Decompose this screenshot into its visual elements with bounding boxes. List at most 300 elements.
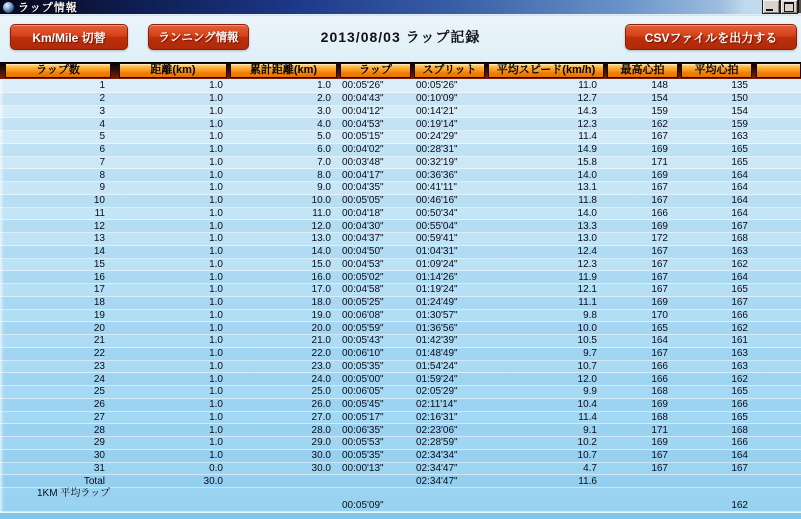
table-cell: 00:05'25" bbox=[342, 297, 384, 309]
table-cell: 11.8 bbox=[578, 195, 597, 207]
table-cell: 1.0 bbox=[209, 411, 223, 423]
table-row bbox=[0, 450, 801, 463]
table-cell: 29.0 bbox=[311, 437, 331, 449]
table-cell: 00:55'04" bbox=[416, 220, 458, 232]
table-cell: 1.0 bbox=[317, 80, 331, 92]
table-cell: 1.0 bbox=[209, 233, 223, 245]
table-cell: 7.0 bbox=[317, 156, 331, 168]
table-cell: 00:05'02" bbox=[342, 271, 384, 283]
table-row bbox=[0, 93, 801, 106]
table-cell: 10.4 bbox=[577, 399, 597, 411]
table-cell: 0.0 bbox=[209, 462, 223, 474]
table-cell: 00:46'16" bbox=[416, 195, 458, 207]
table-row bbox=[0, 373, 801, 386]
table-row bbox=[0, 169, 801, 182]
table-cell: 17 bbox=[93, 284, 105, 296]
table-cell: 6 bbox=[99, 144, 105, 156]
table-body bbox=[0, 80, 801, 512]
table-cell: 12.3 bbox=[577, 258, 597, 270]
table-cell: 17.0 bbox=[311, 284, 331, 296]
table-cell: 162 bbox=[731, 373, 748, 385]
column-header: 累計距離(km) bbox=[230, 63, 337, 78]
table-row bbox=[0, 310, 801, 323]
table-cell: 19.0 bbox=[311, 309, 331, 321]
table-cell: 168 bbox=[651, 386, 668, 398]
table-cell: 163 bbox=[731, 360, 748, 372]
titlebar-divider bbox=[0, 14, 801, 16]
table-cell: 12.4 bbox=[577, 246, 597, 258]
table-cell: 164 bbox=[731, 207, 748, 219]
table-cell: 13.0 bbox=[311, 233, 331, 245]
table-cell: 00:05'35" bbox=[342, 450, 384, 462]
table-cell: 02:28'59" bbox=[416, 437, 458, 449]
table-cell: 10.2 bbox=[577, 437, 597, 449]
table-row bbox=[0, 437, 801, 450]
table-cell: 1.0 bbox=[209, 169, 223, 181]
table-cell: 01:04'31" bbox=[416, 246, 458, 258]
table-cell: 165 bbox=[731, 386, 748, 398]
table-cell: 00:05'05" bbox=[342, 195, 384, 207]
table-cell: 30.0 bbox=[311, 462, 331, 474]
table-row bbox=[0, 399, 801, 412]
table-cell: 6.0 bbox=[317, 144, 331, 156]
table-cell: 170 bbox=[651, 309, 668, 321]
table-cell: 00:04'12" bbox=[342, 105, 384, 117]
table-cell: 11.0 bbox=[312, 207, 331, 219]
table-row bbox=[0, 106, 801, 119]
table-cell: 11.4 bbox=[578, 411, 597, 423]
table-cell: 14 bbox=[93, 246, 105, 258]
table-cell: 00:05'59" bbox=[342, 322, 384, 334]
table-cell: 1KM 平均ラップ bbox=[37, 488, 111, 499]
table-cell: 166 bbox=[731, 309, 748, 321]
table-cell: 16.0 bbox=[311, 271, 331, 283]
table-row bbox=[0, 348, 801, 361]
table-cell: 23.0 bbox=[311, 360, 331, 372]
table-cell: 24 bbox=[93, 373, 105, 385]
table-cell: 00:00'13" bbox=[342, 462, 384, 474]
table-cell: 13 bbox=[93, 233, 105, 245]
table-cell: 165 bbox=[731, 156, 748, 168]
table-row bbox=[0, 131, 801, 144]
table-cell: 00:05'45" bbox=[342, 399, 384, 411]
table-cell: 00:04'50" bbox=[342, 246, 384, 258]
table-cell: 00:04'17" bbox=[342, 169, 384, 181]
table-cell: 24.0 bbox=[311, 373, 331, 385]
table-cell: 1.0 bbox=[209, 309, 223, 321]
table-cell: 25 bbox=[93, 386, 105, 398]
table-row bbox=[0, 208, 801, 221]
table-cell: 165 bbox=[651, 322, 668, 334]
table-cell: 1.0 bbox=[209, 195, 223, 207]
table-cell: 1.0 bbox=[209, 437, 223, 449]
window-title: ラップ情報 bbox=[18, 2, 78, 14]
table-cell: 00:04'35" bbox=[342, 182, 384, 194]
table-cell: 163 bbox=[731, 348, 748, 360]
table-cell: 169 bbox=[651, 144, 668, 156]
table-cell: 167 bbox=[651, 182, 668, 194]
table-cell: 166 bbox=[731, 399, 748, 411]
table-cell: 10.5 bbox=[577, 335, 597, 347]
table-cell: 21.0 bbox=[311, 335, 331, 347]
table-cell: 14.3 bbox=[577, 105, 597, 117]
table-header bbox=[0, 62, 801, 79]
table-cell: 169 bbox=[651, 297, 668, 309]
table-cell: 00:04'18" bbox=[342, 207, 384, 219]
table-cell: 00:06'08" bbox=[342, 309, 384, 321]
table-cell: 12.0 bbox=[577, 373, 597, 385]
table-cell: 4.0 bbox=[317, 118, 331, 130]
table-cell: 21 bbox=[93, 335, 105, 347]
table-cell: 166 bbox=[651, 373, 668, 385]
table-cell: 30.0 bbox=[311, 450, 331, 462]
table-cell: 166 bbox=[651, 207, 668, 219]
table-cell: 00:24'29" bbox=[416, 131, 458, 143]
table-cell: 12.7 bbox=[577, 93, 597, 105]
table-cell: 164 bbox=[651, 335, 668, 347]
table-row bbox=[0, 157, 801, 170]
table-cell: 27 bbox=[93, 411, 105, 423]
table-cell: 00:04'53" bbox=[342, 258, 384, 270]
table-cell: 00:04'02" bbox=[342, 144, 384, 156]
table-cell: 01:54'24" bbox=[416, 360, 458, 372]
column-header bbox=[756, 63, 801, 78]
titlebar bbox=[0, 0, 801, 14]
table-cell: 14.9 bbox=[577, 144, 597, 156]
table-cell: 00:05'00" bbox=[342, 373, 384, 385]
table-cell: 00:05'17" bbox=[342, 411, 384, 423]
table-cell: 00:05'43" bbox=[342, 335, 384, 347]
table-cell: 1.0 bbox=[209, 386, 223, 398]
table-cell: 150 bbox=[731, 93, 748, 105]
table-cell: 135 bbox=[731, 80, 748, 92]
table-cell: 00:04'43" bbox=[342, 93, 384, 105]
table-cell: 166 bbox=[731, 437, 748, 449]
table-cell: 11 bbox=[94, 207, 105, 219]
table-cell: 14.0 bbox=[577, 207, 597, 219]
table-cell: 23 bbox=[93, 360, 105, 372]
table-cell: 1.0 bbox=[209, 360, 223, 372]
table-cell: 161 bbox=[731, 335, 748, 347]
table-cell: 15 bbox=[93, 258, 105, 270]
table-cell: 169 bbox=[651, 437, 668, 449]
table-cell: 167 bbox=[651, 450, 668, 462]
table-cell: 1.0 bbox=[209, 118, 223, 130]
table-cell: 3 bbox=[99, 105, 105, 117]
column-header: 距離(km) bbox=[119, 63, 227, 78]
table-cell: 00:04'37" bbox=[342, 233, 384, 245]
table-cell: 12.3 bbox=[577, 118, 597, 130]
table-cell: 01:42'39" bbox=[416, 335, 458, 347]
table-cell: 02:05'29" bbox=[416, 386, 458, 398]
table-cell: 18 bbox=[93, 297, 105, 309]
table-row bbox=[0, 386, 801, 399]
table-cell: 167 bbox=[731, 297, 748, 309]
table-cell: 00:32'19" bbox=[416, 156, 458, 168]
table-cell: 165 bbox=[731, 411, 748, 423]
table-cell: 28 bbox=[93, 424, 105, 436]
column-header: 平均心拍 bbox=[681, 63, 752, 78]
table-cell: 12.0 bbox=[311, 220, 331, 232]
table-cell: 11.1 bbox=[578, 297, 597, 309]
table-cell: 167 bbox=[651, 271, 668, 283]
table-cell: 13.0 bbox=[577, 233, 597, 245]
column-header: 平均スピード(km/h) bbox=[488, 63, 604, 78]
table-cell: 1.0 bbox=[209, 284, 223, 296]
table-cell: 167 bbox=[731, 220, 748, 232]
table-cell: 27.0 bbox=[311, 411, 331, 423]
table-cell: 00:59'41" bbox=[416, 233, 458, 245]
table-cell: 02:23'06" bbox=[416, 424, 458, 436]
table-cell: 01:30'57" bbox=[416, 309, 458, 321]
table-row bbox=[0, 322, 801, 335]
table-cell: 2 bbox=[99, 93, 105, 105]
table-cell: 26.0 bbox=[311, 399, 331, 411]
table-row bbox=[0, 463, 801, 476]
table-cell: 11.4 bbox=[578, 131, 597, 143]
table-cell: 01:24'49" bbox=[416, 297, 458, 309]
table-cell: 1.0 bbox=[209, 424, 223, 436]
table-cell: 1.0 bbox=[209, 105, 223, 117]
table-cell: 4.7 bbox=[583, 462, 597, 474]
table-cell: 31 bbox=[93, 462, 105, 474]
table-cell: 2.0 bbox=[317, 93, 331, 105]
table-cell: Total bbox=[83, 475, 105, 487]
table-cell: 1.0 bbox=[209, 207, 223, 219]
table-row bbox=[0, 335, 801, 348]
table-cell: 02:11'14" bbox=[416, 399, 457, 411]
table-cell: 3.0 bbox=[317, 105, 331, 117]
table-row bbox=[0, 259, 801, 272]
table-cell: 167 bbox=[651, 246, 668, 258]
table-cell: 01:14'26" bbox=[416, 271, 458, 283]
table-cell: 00:06'35" bbox=[342, 424, 384, 436]
table-cell: 13.1 bbox=[577, 182, 597, 194]
table-cell: 167 bbox=[651, 131, 668, 143]
table-row bbox=[0, 182, 801, 195]
table-cell: 162 bbox=[731, 500, 748, 511]
table-cell: 168 bbox=[731, 233, 748, 245]
table-cell: 00:05'26" bbox=[416, 80, 458, 92]
table-cell: 8 bbox=[99, 169, 105, 181]
table-cell: 19 bbox=[93, 309, 105, 321]
table-cell: 9.0 bbox=[317, 182, 331, 194]
table-cell: 13.3 bbox=[577, 220, 597, 232]
table-row bbox=[0, 488, 801, 512]
table-cell: 00:05'35" bbox=[342, 360, 384, 372]
table-cell: 163 bbox=[731, 131, 748, 143]
table-cell: 165 bbox=[731, 144, 748, 156]
table-cell: 154 bbox=[651, 93, 668, 105]
table-row bbox=[0, 195, 801, 208]
table-cell: 1.0 bbox=[209, 271, 223, 283]
table-cell: 165 bbox=[731, 284, 748, 296]
table-cell: 167 bbox=[731, 462, 748, 474]
table-cell: 00:04'30" bbox=[342, 220, 384, 232]
table-row bbox=[0, 144, 801, 157]
table-cell: 00:03'48" bbox=[342, 156, 384, 168]
table-cell: 1.0 bbox=[209, 131, 223, 143]
table-cell: 00:28'31" bbox=[416, 144, 458, 156]
table-cell: 164 bbox=[731, 271, 748, 283]
table-cell: 10.0 bbox=[311, 195, 331, 207]
table-cell: 22.0 bbox=[311, 348, 331, 360]
minimize-icon bbox=[766, 9, 773, 11]
table-cell: 7 bbox=[99, 156, 105, 168]
running-info-button[interactable]: ランニング情報 bbox=[148, 24, 249, 50]
table-cell: 25.0 bbox=[311, 386, 331, 398]
table-cell: 00:05'26" bbox=[342, 80, 384, 92]
table-row bbox=[0, 475, 801, 488]
table-cell: 169 bbox=[651, 220, 668, 232]
table-cell: 168 bbox=[651, 411, 668, 423]
table-cell: 11.9 bbox=[578, 271, 597, 283]
table-cell: 18.0 bbox=[311, 297, 331, 309]
table-cell: 01:59'24" bbox=[416, 373, 458, 385]
table-cell: 10 bbox=[93, 195, 105, 207]
table-cell: 00:50'34" bbox=[416, 207, 458, 219]
table-cell: 1.0 bbox=[209, 258, 223, 270]
column-header: スプリット bbox=[414, 63, 485, 78]
table-row bbox=[0, 80, 801, 93]
table-cell: 163 bbox=[731, 246, 748, 258]
table-cell: 169 bbox=[651, 399, 668, 411]
table-row bbox=[0, 118, 801, 131]
table-cell: 1 bbox=[99, 80, 105, 92]
maximize-icon bbox=[784, 2, 794, 12]
column-header: 最高心拍 bbox=[607, 63, 678, 78]
table-cell: 154 bbox=[731, 105, 748, 117]
table-cell: 22 bbox=[93, 348, 105, 360]
table-cell: 159 bbox=[651, 105, 668, 117]
table-cell: 20.0 bbox=[311, 322, 331, 334]
table-cell: 12 bbox=[93, 220, 105, 232]
table-row bbox=[0, 246, 801, 259]
table-cell: 1.0 bbox=[209, 335, 223, 347]
table-cell: 00:14'21" bbox=[416, 105, 458, 117]
table-cell: 162 bbox=[651, 118, 668, 130]
minimize-button[interactable] bbox=[762, 0, 780, 14]
table-cell: 5.0 bbox=[317, 131, 331, 143]
table-cell: 162 bbox=[731, 322, 748, 334]
table-cell: 169 bbox=[651, 169, 668, 181]
table-cell: 1.0 bbox=[209, 182, 223, 194]
table-cell: 5 bbox=[99, 131, 105, 143]
table-cell: 162 bbox=[731, 258, 748, 270]
table-cell: 00:36'36" bbox=[416, 169, 458, 181]
table-cell: 00:05'53" bbox=[342, 437, 384, 449]
table-row bbox=[0, 424, 801, 437]
export-csv-button[interactable]: CSVファイルを出力する bbox=[625, 24, 797, 50]
table-cell: 8.0 bbox=[317, 169, 331, 181]
km-mile-toggle-button[interactable]: Km/Mile 切替 bbox=[10, 24, 128, 50]
table-cell: 167 bbox=[651, 284, 668, 296]
table-cell: 01:19'24" bbox=[416, 284, 458, 296]
table-cell: 12.1 bbox=[577, 284, 597, 296]
table-cell: 20 bbox=[93, 322, 105, 334]
table-cell: 10.7 bbox=[577, 360, 597, 372]
table-row bbox=[0, 412, 801, 425]
table-cell: 30 bbox=[93, 450, 105, 462]
table-cell: 1.0 bbox=[209, 348, 223, 360]
table-cell: 9.1 bbox=[583, 424, 597, 436]
table-cell: 00:05'15" bbox=[342, 131, 384, 143]
table-cell: 1.0 bbox=[209, 93, 223, 105]
table-cell: 164 bbox=[731, 169, 748, 181]
table-cell: 1.0 bbox=[209, 144, 223, 156]
table-cell: 15.0 bbox=[311, 258, 331, 270]
table-cell: 10.0 bbox=[577, 322, 597, 334]
footer-strip bbox=[0, 512, 801, 519]
table-cell: 172 bbox=[651, 233, 668, 245]
app-icon bbox=[3, 2, 14, 13]
table-cell: 164 bbox=[731, 182, 748, 194]
table-cell: 9.7 bbox=[583, 348, 597, 360]
table-cell: 148 bbox=[651, 80, 668, 92]
table-cell: 15.8 bbox=[577, 156, 597, 168]
table-cell: 168 bbox=[731, 424, 748, 436]
table-cell: 164 bbox=[731, 450, 748, 462]
table-cell: 26 bbox=[93, 399, 105, 411]
table-cell: 167 bbox=[651, 258, 668, 270]
table-cell: 00:04'53" bbox=[342, 118, 384, 130]
table-cell: 167 bbox=[651, 195, 668, 207]
table-cell: 29 bbox=[93, 437, 105, 449]
table-cell: 171 bbox=[651, 424, 668, 436]
table-cell: 00:10'09" bbox=[416, 93, 458, 105]
table-cell: 00:19'14" bbox=[416, 118, 458, 130]
table-row bbox=[0, 220, 801, 233]
table-cell: 166 bbox=[651, 360, 668, 372]
table-cell: 9.9 bbox=[583, 386, 597, 398]
table-cell: 02:16'31" bbox=[416, 411, 458, 423]
column-header: ラップ bbox=[340, 63, 411, 78]
table-cell: 4 bbox=[99, 118, 105, 130]
table-cell: 30.0 bbox=[203, 475, 223, 487]
table-cell: 1.0 bbox=[209, 450, 223, 462]
table-cell: 14.0 bbox=[311, 246, 331, 258]
table-cell: 164 bbox=[731, 195, 748, 207]
table-cell: 11.6 bbox=[578, 475, 597, 487]
table-cell: 9.8 bbox=[583, 309, 597, 321]
column-header: ラップ数 bbox=[5, 63, 111, 78]
table-cell: 1.0 bbox=[209, 297, 223, 309]
table-cell: 01:48'49" bbox=[416, 348, 458, 360]
table-cell: 167 bbox=[651, 348, 668, 360]
table-cell: 1.0 bbox=[209, 373, 223, 385]
table-cell: 00:04'58" bbox=[342, 284, 384, 296]
page-title: 2013/08/03 ラップ記録 bbox=[320, 29, 481, 45]
table-cell: 171 bbox=[651, 156, 668, 168]
table-cell: 11.0 bbox=[578, 80, 597, 92]
table-cell: 02:34'47" bbox=[416, 475, 458, 487]
table-cell: 1.0 bbox=[209, 80, 223, 92]
table-cell: 1.0 bbox=[209, 246, 223, 258]
table-row bbox=[0, 284, 801, 297]
table-cell: 00:41'11" bbox=[416, 182, 457, 194]
table-cell: 01:09'24" bbox=[416, 258, 458, 270]
table-cell: 14.0 bbox=[577, 169, 597, 181]
table-cell: 01:36'56" bbox=[416, 322, 458, 334]
table-cell: 1.0 bbox=[209, 322, 223, 334]
table-cell: 1.0 bbox=[209, 220, 223, 232]
maximize-button[interactable] bbox=[780, 0, 798, 14]
table-cell: 00:06'05" bbox=[342, 386, 384, 398]
table-cell: 00:06'10" bbox=[342, 348, 384, 360]
table-cell: 00:05'09" bbox=[342, 500, 384, 511]
table-row bbox=[0, 233, 801, 246]
table-cell: 28.0 bbox=[311, 424, 331, 436]
